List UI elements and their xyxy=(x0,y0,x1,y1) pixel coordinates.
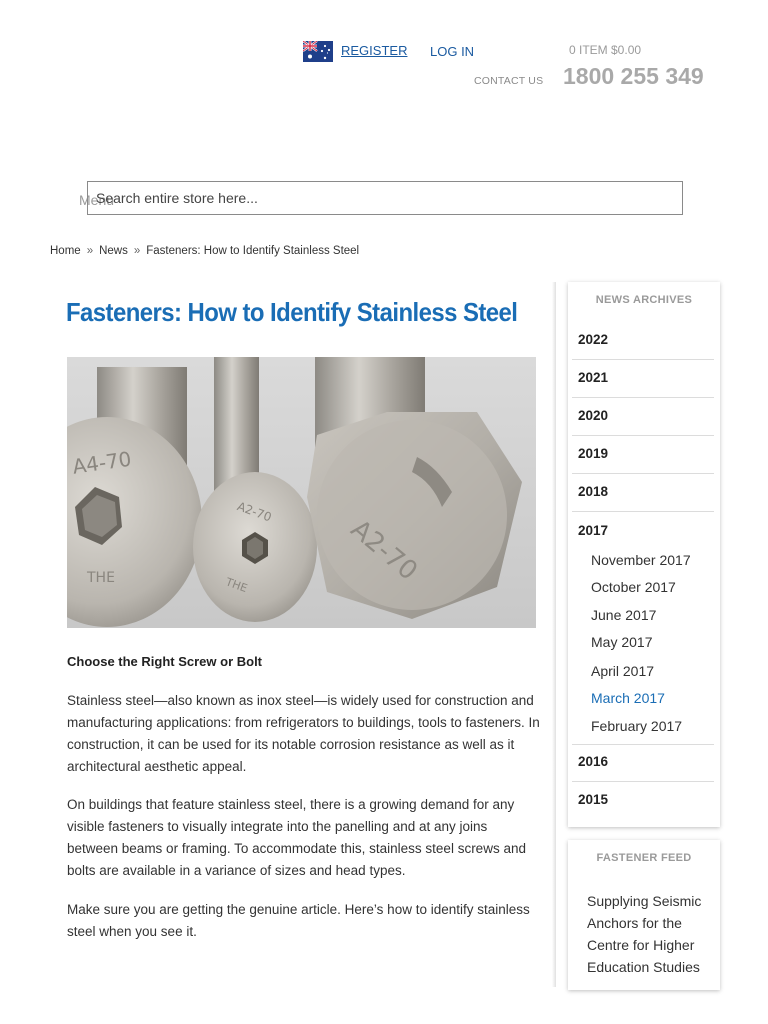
divider xyxy=(572,744,714,745)
register-link[interactable]: REGISTER xyxy=(341,43,408,58)
breadcrumb-current: Fasteners: How to Identify Stainless Steel xyxy=(146,245,360,257)
divider xyxy=(572,473,714,474)
breadcrumb-separator: » xyxy=(133,245,141,257)
svg-text:A4-70: A4-70 xyxy=(70,446,133,479)
archive-month[interactable]: October 2017 xyxy=(591,579,676,595)
archive-year-2017[interactable]: 2017 xyxy=(578,523,609,538)
news-archives-title: NEWS ARCHIVES xyxy=(595,294,693,306)
breadcrumb-news[interactable]: News xyxy=(99,245,128,257)
divider xyxy=(572,511,714,512)
article-paragraph: Make sure you are getting the genuine article. Here’s how to identify stainless steel when you see it. xyxy=(67,902,530,939)
archive-year-2015[interactable]: 2015 xyxy=(578,792,609,807)
archive-year-2020[interactable]: 2020 xyxy=(578,408,609,423)
archive-year-2021[interactable]: 2021 xyxy=(578,370,609,385)
fastener-feed-box xyxy=(568,840,720,990)
menu-toggle[interactable]: Menu xyxy=(79,192,115,208)
divider xyxy=(572,435,714,436)
phone-number: 1800 255 349 xyxy=(563,63,704,89)
svg-text:THE: THE xyxy=(224,575,250,596)
archive-month[interactable]: February 2017 xyxy=(591,718,683,734)
breadcrumb xyxy=(50,245,359,257)
archive-year-2022[interactable]: 2022 xyxy=(578,332,609,347)
news-archives-box xyxy=(568,282,720,827)
article-subheading: Choose the Right Screw or Bolt xyxy=(67,654,263,669)
sidebar xyxy=(556,282,720,987)
archive-year-2016[interactable]: 2016 xyxy=(578,754,609,769)
login-link[interactable]: LOG IN xyxy=(430,44,475,59)
svg-text:A2-70: A2-70 xyxy=(235,499,274,525)
contact-us-link[interactable]: CONTACT US xyxy=(474,75,544,87)
cart-summary[interactable]: 0 ITEM $0.00 xyxy=(569,43,642,57)
article-hero-image xyxy=(67,357,536,628)
archive-year-2018[interactable]: 2018 xyxy=(578,484,609,499)
sidebar-shadow xyxy=(552,282,556,987)
archive-month[interactable]: June 2017 xyxy=(591,607,657,623)
archive-month-active[interactable]: March 2017 xyxy=(591,690,665,706)
page-title: Fasteners: How to Identify Stainless Steel xyxy=(66,297,518,327)
svg-text:THE: THE xyxy=(87,570,115,586)
article-paragraph: On buildings that feature stainless steel, there is a growing demand for any visible fasteners to visually integrate into the panelling and at any joins between beams or framing. To accommodate this, stainless steel screws and bolts are available in a variance of sizes and head types. xyxy=(67,797,526,878)
archive-month[interactable]: November 2017 xyxy=(591,552,691,568)
article-paragraph: Stainless steel—also known as inox steel—is widely used for construction and manufacturing applications: from refrigerators to buildings, tools to fasteners. In construction, it can be used for its notable corrosion resistance as well as it architectural aesthetic appeal. xyxy=(67,693,540,774)
search-input[interactable] xyxy=(87,181,683,215)
svg-text:A2-70: A2-70 xyxy=(344,514,423,587)
divider xyxy=(572,397,714,398)
archive-year-2019[interactable]: 2019 xyxy=(578,446,609,461)
archive-month[interactable]: April 2017 xyxy=(591,663,655,679)
breadcrumb-home[interactable]: Home xyxy=(50,245,81,257)
divider xyxy=(572,359,714,360)
fastener-feed-title: FASTENER FEED xyxy=(596,852,692,864)
divider xyxy=(572,781,714,782)
feed-item-link[interactable]: Supplying Seismic Anchors for the Centre for Higher Education Studies xyxy=(587,893,702,975)
archive-month[interactable]: May 2017 xyxy=(591,634,653,650)
australia-flag-icon[interactable] xyxy=(303,41,333,62)
breadcrumb-separator: » xyxy=(86,245,94,257)
